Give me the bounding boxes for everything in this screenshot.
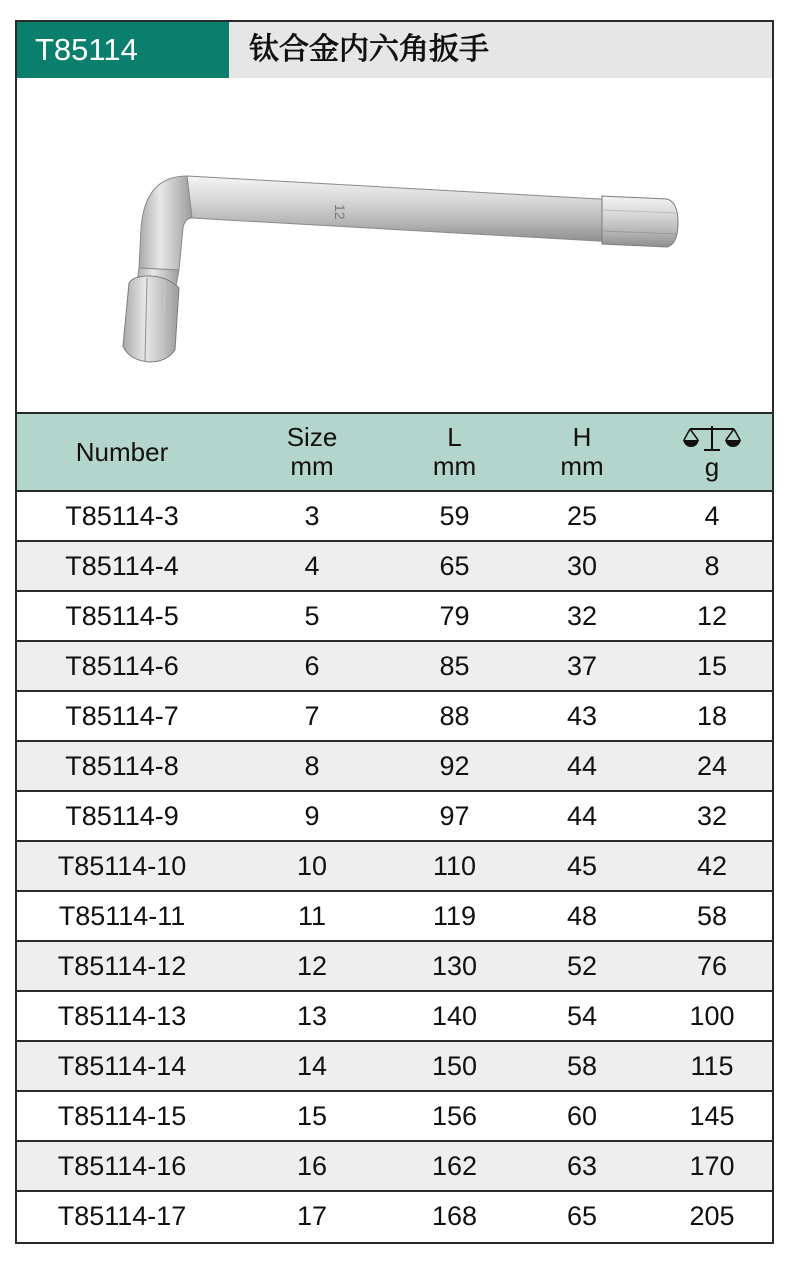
table-row [17,541,772,591]
table-row [17,1141,772,1191]
cell-weight: 58 [652,891,772,941]
cell-height: 44 [512,741,652,791]
cell-number: T85114-9 [17,791,227,841]
cell-length: 150 [397,1041,512,1091]
cell-size: 16 [227,1141,397,1191]
table-row [17,1091,772,1141]
cell-length: 168 [431,1201,478,1231]
table-header-row [17,413,772,491]
table-row [17,791,772,841]
table-row [17,741,772,791]
table-row [17,941,772,991]
cell-height: 25 [512,491,652,541]
cell-size: 11 [227,891,397,941]
cell-size: 14 [227,1041,397,1091]
balance-scale-icon [682,423,742,453]
cell-height: 44 [512,791,652,841]
size-marking: 12 [332,204,348,220]
table-row [17,841,772,891]
product-sheet [15,20,774,1244]
cell-number: T85114-3 [17,491,227,541]
cell-weight: 12 [652,591,772,641]
cell-length: 140 [397,991,512,1041]
cell-height: 48 [512,891,652,941]
cell-height: 65 [566,1201,598,1231]
table-row [17,991,772,1041]
cell-weight: 115 [652,1041,772,1091]
table-row [17,891,772,941]
cell-length: 156 [397,1091,512,1141]
product-title: 钛合金内六角扳手 [249,32,489,67]
cell-height: 52 [512,941,652,991]
cell-size: 3 [227,491,397,541]
cell-weight: 100 [652,991,772,1041]
cell-height: 58 [512,1041,652,1091]
cell-height: 45 [512,841,652,891]
cell-number: T85114-11 [17,891,227,941]
cell-number: T85114-8 [17,741,227,791]
cell-weight: 42 [652,841,772,891]
cell-number: T85114-14 [17,1041,227,1091]
cell-length: 110 [397,841,512,891]
product-photo [17,78,772,412]
cell-weight: 15 [652,641,772,691]
cell-length: 59 [397,491,512,541]
cell-number: T85114-17 [57,1201,187,1231]
cell-weight: 76 [652,941,772,991]
column-header-height: H mm [512,413,652,491]
cell-number: T85114-7 [17,691,227,741]
cell-weight: 32 [652,791,772,841]
table-row [17,691,772,741]
cell-length: 130 [397,941,512,991]
table-row [17,1041,772,1091]
cell-weight: 18 [652,691,772,741]
column-header-weight: g [652,413,772,491]
cell-height: 30 [512,541,652,591]
table-row [17,491,772,541]
cell-height: 43 [512,691,652,741]
column-header-length: L mm [397,413,512,491]
cell-weight: 4 [652,491,772,541]
table-row [17,641,772,691]
product-code: T85114 [17,22,229,78]
cell-size: 5 [227,591,397,641]
cell-size: 12 [227,941,397,991]
cell-height: 54 [512,991,652,1041]
cell-length: 79 [397,591,512,641]
cell-size: 9 [227,791,397,841]
cell-number: T85114-4 [17,541,227,591]
cell-weight: 145 [652,1091,772,1141]
cell-weight: 8 [652,541,772,591]
cell-size: 15 [227,1091,397,1141]
cell-weight: 205 [689,1201,735,1231]
cell-number: T85114-12 [17,941,227,991]
cell-height: 37 [512,641,652,691]
cell-size: 4 [227,541,397,591]
cell-height: 60 [512,1091,652,1141]
cell-length: 85 [397,641,512,691]
cell-number: T85114-15 [17,1091,227,1141]
cell-height: 32 [512,591,652,641]
cell-size: 13 [227,991,397,1041]
cell-size: 7 [227,691,397,741]
cell-size: 8 [227,741,397,791]
cell-length: 88 [397,691,512,741]
column-header-size: Size mm [227,413,397,491]
table-row [17,591,772,641]
cell-number: T85114-6 [17,641,227,691]
cell-weight: 170 [652,1141,772,1191]
cell-height: 63 [512,1141,652,1191]
cell-length: 119 [397,891,512,941]
cell-number: T85114-13 [17,991,227,1041]
column-header-number: Number [17,413,227,491]
cell-number: T85114-10 [17,841,227,891]
cell-weight: 24 [652,741,772,791]
cell-size: 6 [227,641,397,691]
cell-length: 65 [397,541,512,591]
cell-number: T85114-16 [17,1141,227,1191]
cell-number: T85114-5 [17,591,227,641]
cell-size: 10 [227,841,397,891]
hex-key-wrench-image [17,78,772,412]
cell-size: 17 [296,1201,328,1231]
cell-length: 92 [397,741,512,791]
cell-length: 162 [397,1141,512,1191]
cell-length: 97 [397,791,512,841]
spec-table [17,412,772,1241]
table-row [17,1191,772,1241]
title-bar [17,22,772,78]
